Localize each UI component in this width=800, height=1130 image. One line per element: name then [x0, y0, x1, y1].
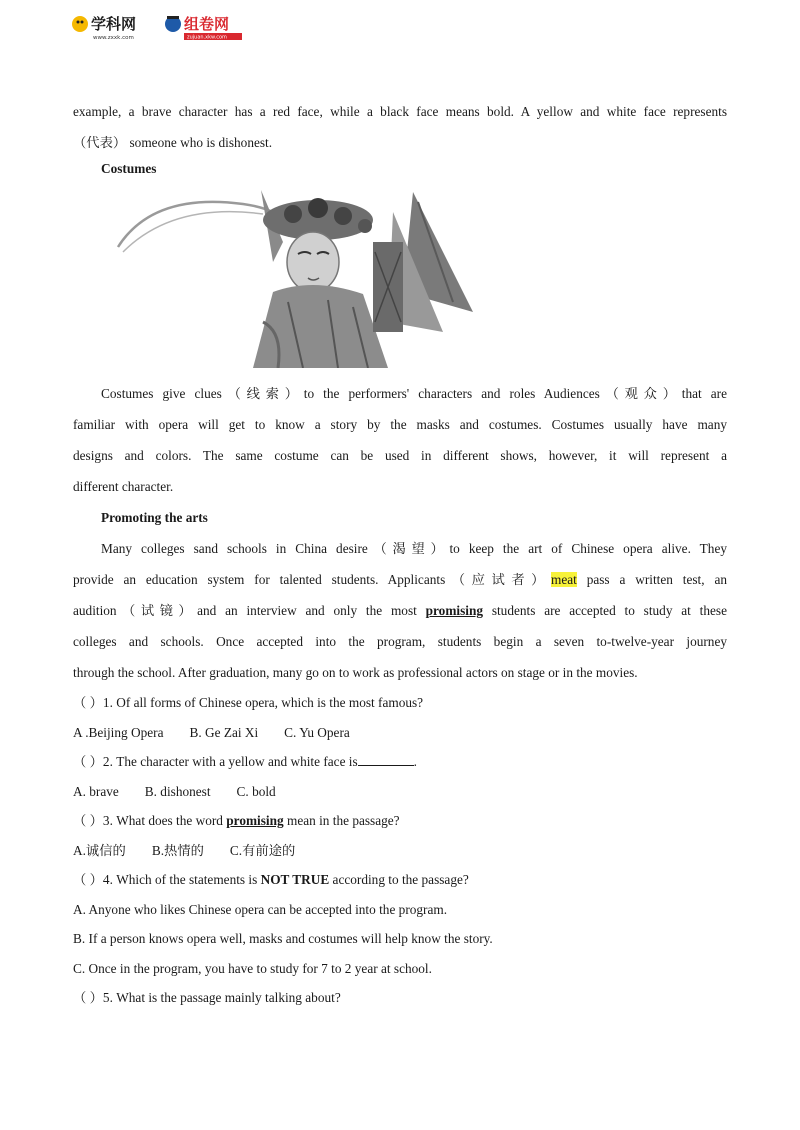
- question-text: （ ）2. The character with a yellow and white face is: [73, 754, 358, 769]
- question-3-options: [73, 836, 727, 866]
- text-span: students are accepted to study at these: [483, 603, 727, 618]
- answer-blank: [358, 753, 414, 766]
- passage-line: [73, 595, 727, 626]
- question-4-option-c: C. Once in the program, you have to study for 7 to 2 year at school.: [73, 960, 432, 976]
- question-text: .: [413, 754, 417, 769]
- option-c: C. Yu Opera: [284, 724, 350, 740]
- logo2-text: 组卷网: [184, 15, 230, 33]
- bold-phrase: NOT TRUE: [260, 872, 330, 887]
- passage-line: through the school. After graduation, many go on to work as professional actors on stage or in the movies.: [73, 665, 638, 680]
- option-c: C.有前途的: [229, 842, 296, 858]
- highlighted-word: meat: [551, 572, 577, 587]
- logo2-sub: zujuan.xkw.com: [187, 34, 227, 41]
- question-2-options: [73, 777, 727, 807]
- question-text: according to the passage?: [329, 872, 469, 887]
- question-4-option-b: B. If a person knows opera well, masks and costumes will help know the story.: [73, 931, 493, 946]
- opera-figure-image: [113, 182, 513, 368]
- option-b: B. Ge Zai Xi: [189, 724, 259, 740]
- passage-line: designs and colors. The same costume can be used in different shows, however, it will represent a: [73, 448, 727, 463]
- header-logo: [70, 8, 250, 44]
- passage-line: example, a brave character has a red face, while a black face means bold. A yellow and white face represents: [73, 104, 727, 119]
- option-a: A .Beijing Opera: [73, 724, 164, 740]
- option-c: C. bold: [236, 783, 276, 799]
- question-5: （ ）5. What is the passage mainly talking about?: [73, 990, 341, 1005]
- passage-line: colleges and schools. Once accepted into the program, students begin a seven to-twelve-year journey: [73, 634, 727, 649]
- logo1-sub: www.zxxk.com: [93, 35, 134, 41]
- option-a: A.诚信的: [73, 842, 126, 858]
- text-span: provide an education system for talented students. Applicants（应试者）: [73, 572, 551, 587]
- passage-line: familiar with opera will get to know a story by the masks and costumes. Costumes usually have many: [73, 417, 727, 432]
- question-text: （ ）3. What does the word: [73, 813, 227, 828]
- section-heading-promoting: Promoting the arts: [101, 510, 208, 525]
- option-b: B.热情的: [151, 842, 204, 858]
- section-heading-costumes: Costumes: [101, 161, 157, 176]
- question-1-options: [73, 718, 727, 748]
- text-span: audition（试镜）and an interview and only the most: [73, 603, 426, 618]
- underlined-word: promising: [425, 603, 484, 618]
- option-a: A. brave: [73, 783, 119, 799]
- text-span: pass a written test, an: [576, 572, 727, 587]
- question-4-option-a: A. Anyone who likes Chinese opera can be accepted into the program.: [73, 901, 448, 917]
- passage-line: Costumes give clues（线索）to the performers' characters and roles Audiences（观众）that are: [101, 386, 727, 401]
- question-1: （ ）1. Of all forms of Chinese opera, which is the most famous?: [73, 695, 424, 710]
- logo-graphic: [70, 8, 250, 44]
- question-4: [73, 865, 727, 895]
- page-content: [73, 96, 727, 1013]
- passage-line: （代表） someone who is dishonest.: [73, 135, 273, 150]
- logo1-text: 学科网: [91, 15, 137, 33]
- underlined-word: promising: [226, 813, 284, 828]
- opera-costume-illustration: [113, 182, 513, 368]
- logo-mascot-icon: [72, 16, 88, 32]
- question-2: [73, 747, 727, 777]
- passage-line: [73, 564, 727, 595]
- option-b: B. dishonest: [144, 783, 211, 799]
- question-text: mean in the passage?: [283, 813, 400, 828]
- passage-line: Many colleges sand schools in China desire（渴望）to keep the art of Chinese opera alive. They: [101, 541, 727, 556]
- passage-line: different character.: [73, 479, 174, 494]
- question-3: [73, 806, 727, 836]
- question-text: （ ）4. Which of the statements is: [73, 872, 261, 887]
